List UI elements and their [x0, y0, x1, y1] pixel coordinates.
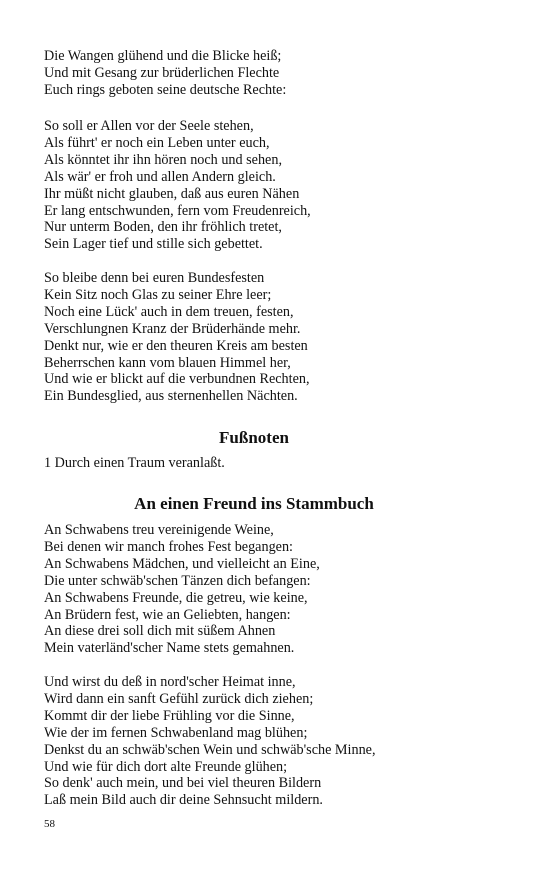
stanza-2 [44, 118, 311, 253]
verse-line: Und wie für dich dort alte Freunde glühen; [44, 758, 288, 775]
verse-line: Wie der im fernen Schwabenland mag blühen; [44, 724, 308, 741]
verse-line: Und mit Gesang zur brüderlichen Flechte [44, 64, 280, 81]
verse-line: Noch eine Lück' auch in dem treuen, festen, [44, 303, 294, 320]
verse-line: Bei denen wir manch frohes Fest begangen: [44, 538, 293, 555]
verse-line: Die Wangen glühend und die Blicke heiß; [44, 48, 282, 64]
verse-line: Wird dann ein sanft Gefühl zurück dich ziehen; [44, 690, 314, 707]
verse-line: An diese drei soll dich mit süßem Ahnen [44, 623, 276, 640]
verse-line: Ihr müßt nicht glauben, daß aus euren Nähen [44, 185, 300, 202]
verse-line: Denkst du an schwäb'schen Wein und schwäb'sche Minne, [44, 741, 376, 758]
footnotes-heading: Fußnoten [219, 428, 289, 447]
poem-stanza-1 [44, 522, 320, 657]
poem-stanza-2 [44, 674, 376, 809]
verse-line: Nur unterm Boden, den ihr fröhlich tretet, [44, 219, 282, 236]
verse-line: Die unter schwäb'schen Tänzen dich befangen: [44, 572, 311, 589]
verse-line: Denkt nur, wie er den theuren Kreis am besten [44, 337, 308, 354]
verse-line: Euch rings geboten seine deutsche Rechte: [44, 81, 287, 98]
verse-line: Als führt' er noch ein Leben unter euch, [44, 134, 270, 151]
verse-line: An Brüdern fest, wie an Geliebten, hangen: [44, 606, 291, 623]
verse-line: Als könntet ihr ihn hören noch und sehen, [44, 151, 282, 168]
footnote-1: 1 Durch einen Traum veranlaßt. [44, 455, 225, 471]
verse-line: Sein Lager tief und stille sich gebettet. [44, 236, 263, 253]
verse-line: So soll er Allen vor der Seele stehen, [44, 118, 254, 134]
page-number: 58 [44, 818, 55, 830]
verse-line: Als wär' er froh und allen Andern gleich. [44, 168, 276, 185]
verse-line: Verschlungnen Kranz der Brüderhände mehr. [44, 320, 301, 337]
verse-line: Ein Bundesglied, aus sternenhellen Nächten. [44, 388, 298, 405]
verse-line: Und wirst du deß in nord'scher Heimat inne, [44, 674, 296, 690]
verse-line: An Schwabens Freunde, die getreu, wie keine, [44, 589, 308, 606]
verse-line: Und wie er blickt auf die verbundnen Rechten, [44, 371, 310, 388]
verse-line: Kommt dir der liebe Frühling vor die Sinne, [44, 707, 295, 724]
poem-title: An einen Freund ins Stammbuch [134, 494, 374, 513]
verse-line: So denk' auch mein, und bei viel theuren Bildern [44, 775, 322, 792]
verse-line: An Schwabens Mädchen, und vielleicht an Eine, [44, 555, 320, 572]
verse-line: Er lang entschwunden, fern vom Freudenreich, [44, 202, 311, 219]
verse-line: So bleibe denn bei euren Bundesfesten [44, 270, 265, 286]
stanza-3 [44, 270, 310, 405]
verse-line: Kein Sitz noch Glas zu seiner Ehre leer; [44, 286, 272, 303]
verse-line: Laß mein Bild auch dir deine Sehnsucht mildern. [44, 792, 323, 809]
verse-line: Beherrschen kann vom blauen Himmel her, [44, 354, 291, 371]
stanza-top [44, 48, 286, 99]
verse-line: Mein vaterländ'scher Name stets gemahnen. [44, 640, 295, 657]
verse-line: An Schwabens treu vereinigende Weine, [44, 522, 274, 538]
